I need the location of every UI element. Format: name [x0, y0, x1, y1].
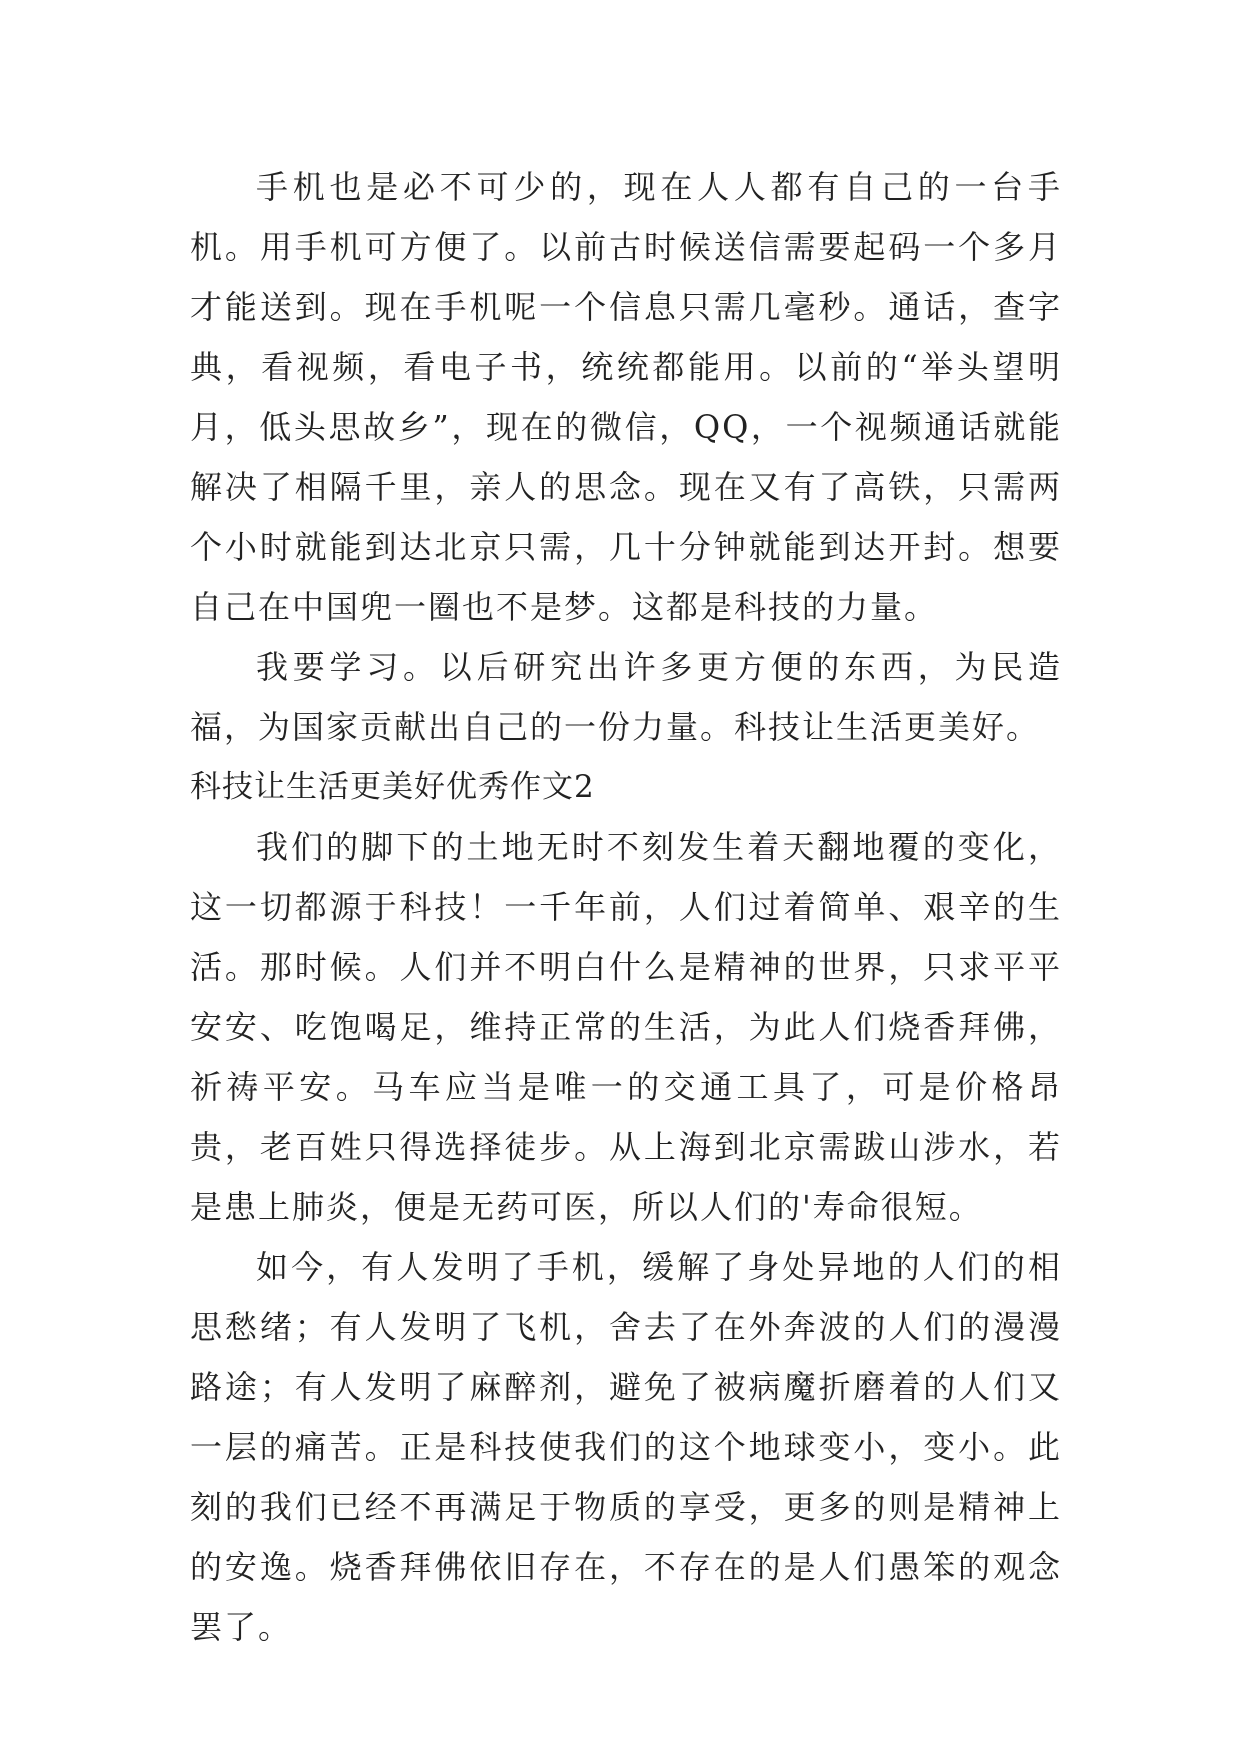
essay-heading: 科技让生活更美好优秀作文2 [190, 769, 595, 805]
paragraph-phone: 手机也是必不可少的，现在人人都有自己的一台手机。用手机可方便了。以前古时候送信需要起码一个多月才能送到。现在手机呢一个信息只需几毫秒。通话，查字典，看视频，看电子书，统统都能用。以前的“举头望明月，低头思故乡”，现在的微信，QQ，一个视频通话就能解决了相隔千里，亲人的思念。现在又有了高铁，只需两个小时就能到达北京只需，几十分钟就能到达开封。想要自己在中国兜一圈也不是梦。这都是科技的力量。 [190, 168, 1062, 626]
document-body [190, 157, 1062, 1657]
paragraph-inventions: 如今，有人发明了手机，缓解了身处异地的人们的相思愁绪；有人发明了飞机，舍去了在外奔波的人们的漫漫路途；有人发明了麻醉剂，避免了被病魔折磨着的人们又一层的痛苦。正是科技使我们的这个地球变小，变小。此刻的我们已经不再满足于物质的享受，更多的则是精神上的安逸。烧香拜佛依旧存在，不存在的是人们愚笨的观念罢了。 [190, 1248, 1062, 1646]
paragraph-study: 我要学习。以后研究出许多更方便的东西，为民造福，为国家贡献出自己的一份力量。科技让生活更美好。 [190, 648, 1062, 746]
paragraph-history: 我们的脚下的土地无时不刻发生着天翻地覆的变化，这一切都源于科技！一千年前，人们过着简单、艰辛的生活。那时候。人们并不明白什么是精神的世界，只求平平安安、吃饱喝足，维持正常的生活，为此人们烧香拜佛，祈祷平安。马车应当是唯一的交通工具了，可是价格昂贵，老百姓只得选择徒步。从上海到北京需跋山涉水，若是患上肺炎，便是无药可医，所以人们的'寿命很短。 [190, 828, 1062, 1226]
